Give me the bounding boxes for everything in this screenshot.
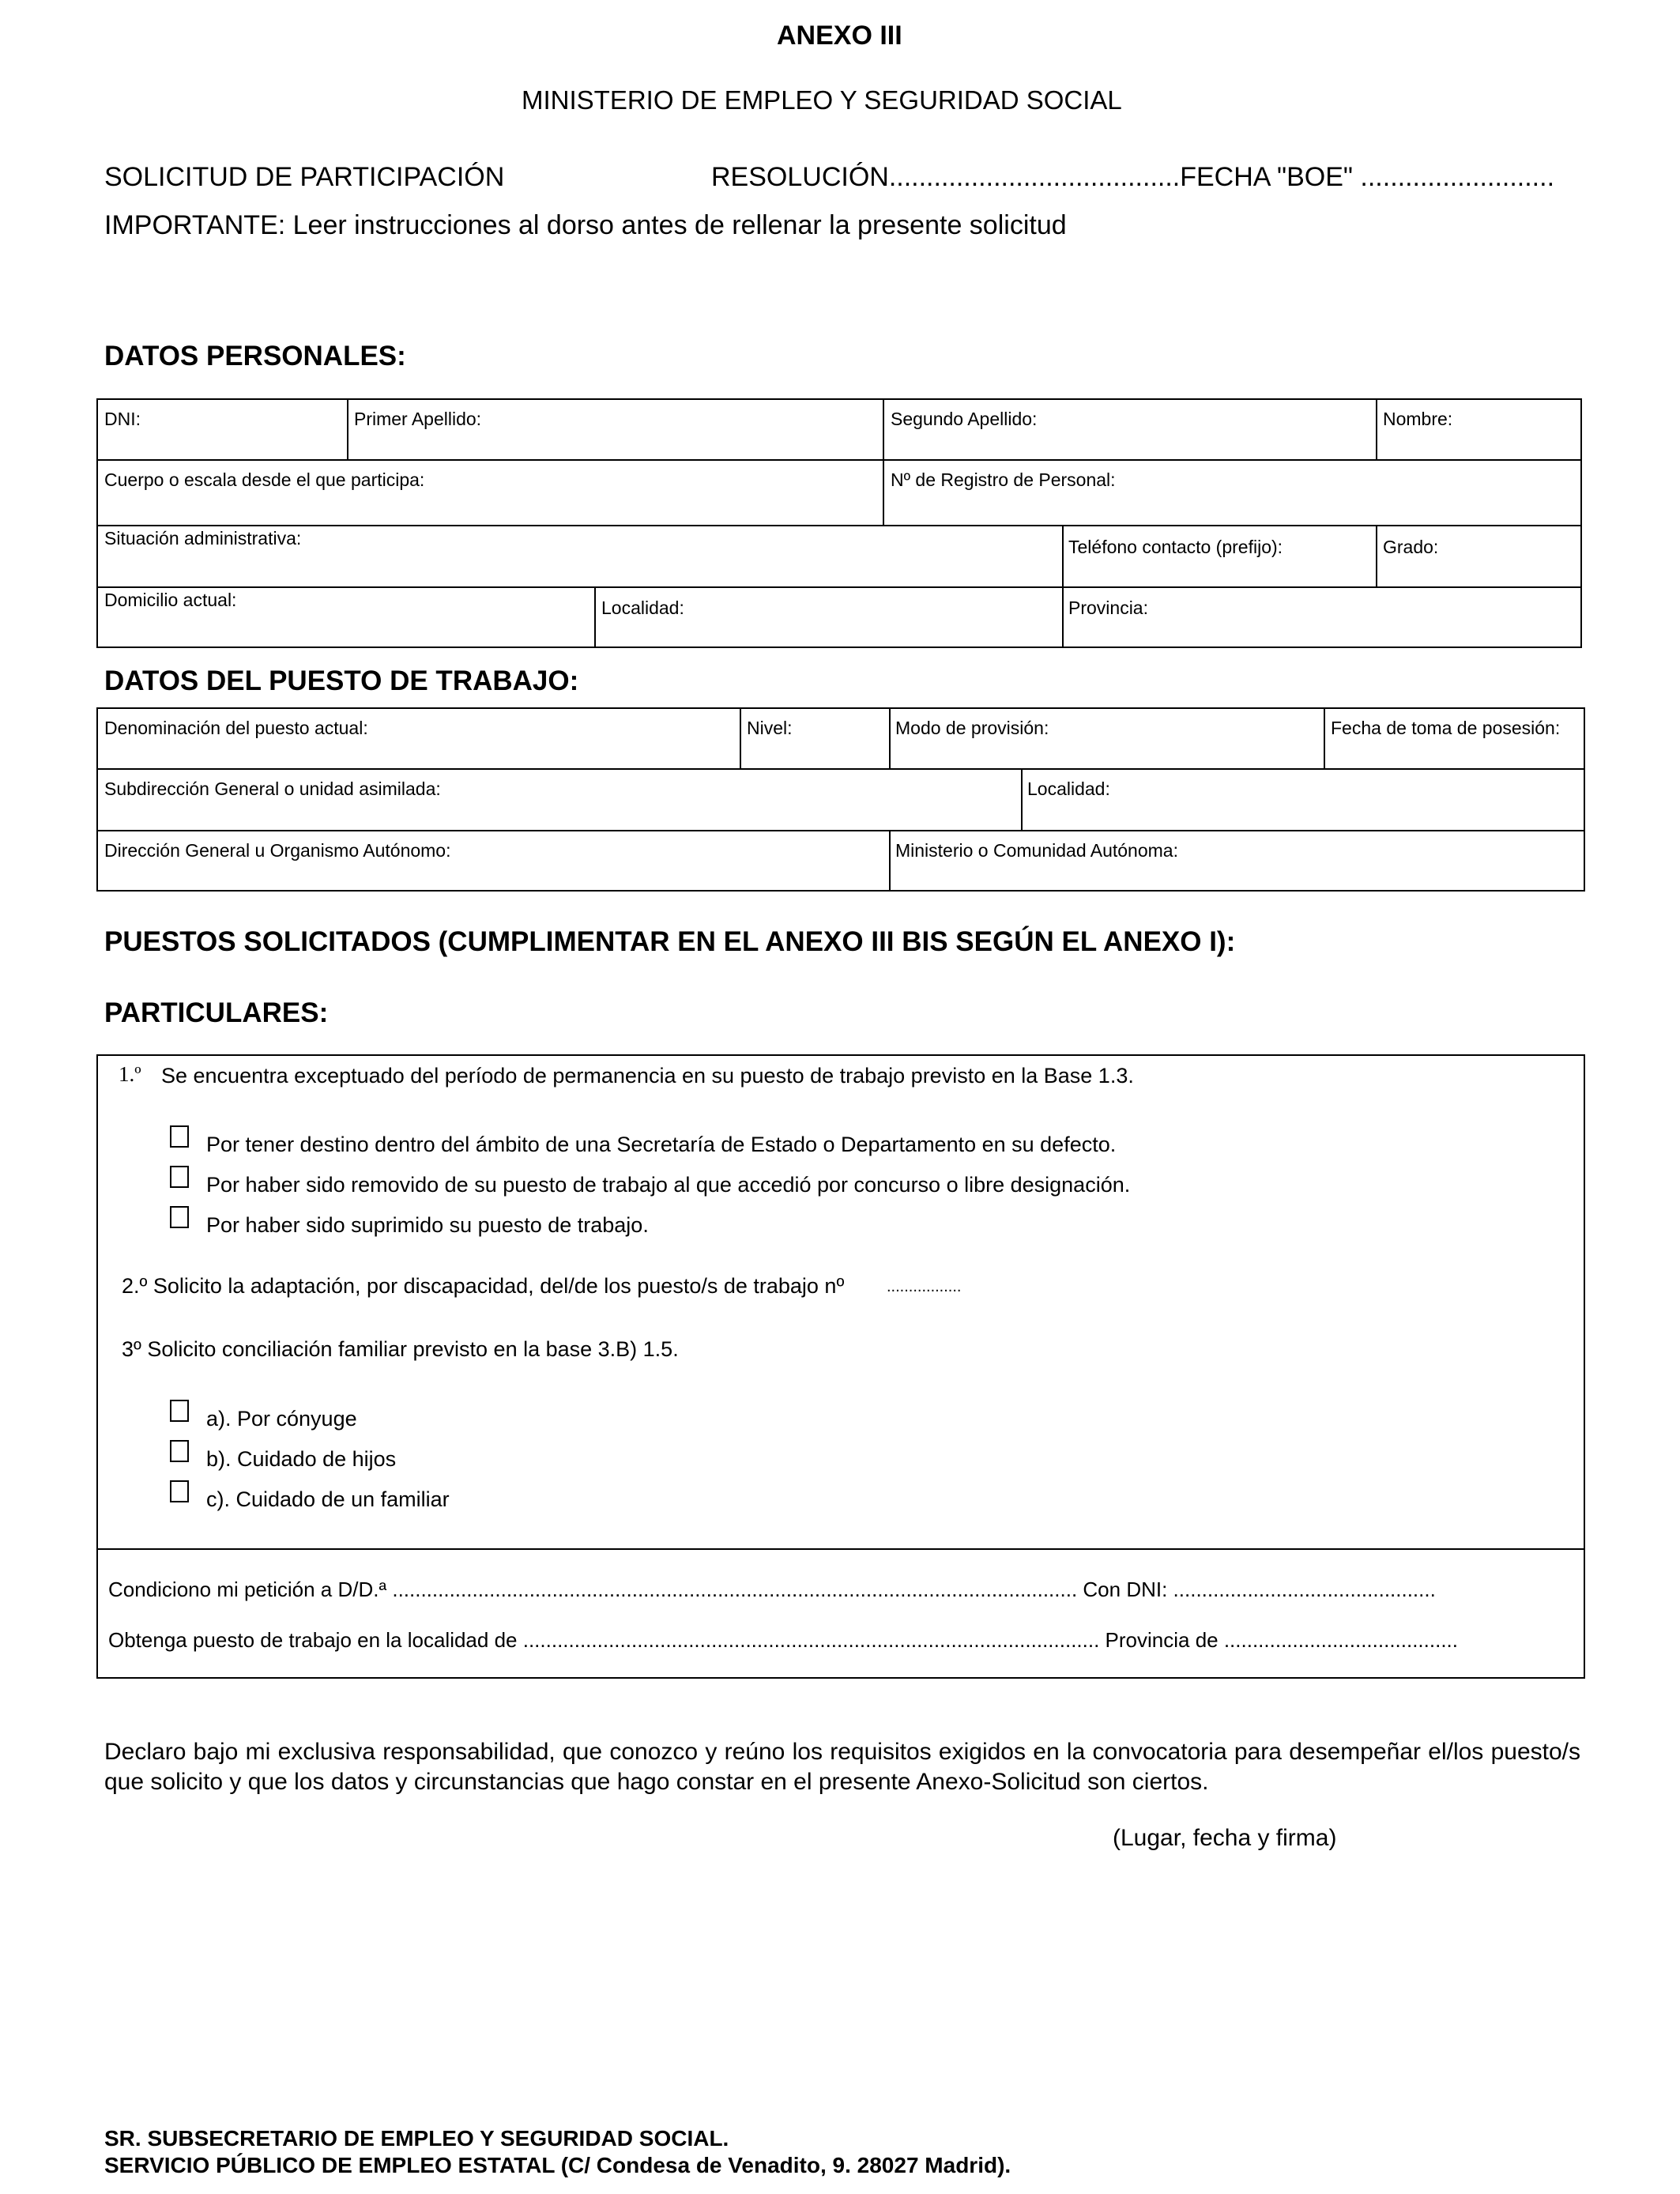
- particulares-section-title: PARTICULARES:: [104, 997, 329, 1028]
- segundo-apellido-label: Segundo Apellido:: [891, 409, 1038, 429]
- denominacion-label: Denominación del puesto actual:: [104, 718, 368, 738]
- checkbox-hijos[interactable]: [170, 1440, 189, 1462]
- opt3-text: Por haber sido suprimido su puesto de trabajo.: [206, 1213, 649, 1237]
- dni-label: DNI:: [104, 409, 141, 429]
- annex-title: ANEXO III: [777, 21, 902, 51]
- registro-label: Nº de Registro de Personal:: [891, 469, 1116, 490]
- opt-c-text: c). Cuidado de un familiar: [206, 1487, 450, 1511]
- subdireccion-label: Subdirección General o unidad asimilada:: [104, 778, 441, 799]
- obtenga-line: Obtenga puesto de trabajo en la localidad de ..................................................................................................... Provincia de .........................................: [108, 1628, 1459, 1652]
- checkbox-conyuge[interactable]: [170, 1400, 189, 1422]
- grado-label: Grado:: [1383, 537, 1439, 557]
- footer-line-1: SR. SUBSECRETARIO DE EMPLEO Y SEGURIDAD SOCIAL.: [104, 2126, 729, 2151]
- checkbox-opt1[interactable]: [170, 1125, 189, 1148]
- personal-table: [96, 398, 1582, 648]
- cuerpo-label: Cuerpo o escala desde el que participa:: [104, 469, 425, 490]
- opt2-text: Por haber sido removido de su puesto de trabajo al que accedió por concurso o libre designación.: [206, 1173, 1131, 1197]
- nivel-label: Nivel:: [747, 718, 793, 738]
- modo-label: Modo de provisión:: [895, 718, 1049, 738]
- checkbox-opt2[interactable]: [170, 1166, 189, 1188]
- declaration-text: Declaro bajo mi exclusiva responsabilidad, que conozco y reúno los requisitos exigidos en la convocatoria para desempeñar el/los puesto/s que solicito y que los datos y circunstancias que hago constar en el presente Anexo-Solicitud son ciertos.: [104, 1739, 1580, 1795]
- ministry-title: MINISTERIO DE EMPLEO Y SEGURIDAD SOCIAL: [522, 85, 1122, 115]
- domicilio-label: Domicilio actual:: [104, 590, 237, 610]
- opt1-text: Por tener destino dentro del ámbito de una Secretaría de Estado o Departamento en su defecto.: [206, 1133, 1117, 1156]
- checkbox-opt3[interactable]: [170, 1206, 189, 1228]
- puestos-section-title: PUESTOS SOLICITADOS (CUMPLIMENTAR EN EL ANEXO III BIS SEGÚN EL ANEXO I):: [104, 926, 1236, 957]
- solicitud-label: SOLICITUD DE PARTICIPACIÓN: [104, 162, 505, 192]
- item3-text: 3º Solicito conciliación familiar previsto en la base 3.B) 1.5.: [122, 1337, 679, 1361]
- footer-line-2: SERVICIO PÚBLICO DE EMPLEO ESTATAL (C/ Condesa de Venadito, 9. 28027 Madrid).: [104, 2153, 1011, 2177]
- item1-number: 1.º: [119, 1062, 141, 1086]
- fecha-posesion-label: Fecha de toma de posesión:: [1331, 718, 1561, 738]
- ministerio-label: Ministerio o Comunidad Autónoma:: [895, 840, 1178, 861]
- item2-text: 2.º Solicito la adaptación, por discapacidad, del/de los puesto/s de trabajo nº: [122, 1274, 845, 1298]
- job-localidad-label: Localidad:: [1027, 778, 1110, 799]
- telefono-label: Teléfono contacto (prefijo):: [1068, 537, 1283, 557]
- signature-label: (Lugar, fecha y firma): [1113, 1825, 1337, 1851]
- direccion-label: Dirección General u Organismo Autónomo:: [104, 840, 451, 861]
- condiciono-line: Condiciono mi petición a D/D.ª ........................................................................................................................ Con DNI: ..............................................: [108, 1578, 1436, 1601]
- opt-a-text: a). Por cónyuge: [206, 1407, 357, 1431]
- situacion-label: Situación administrativa:: [104, 528, 302, 548]
- checkbox-familiar[interactable]: [170, 1480, 189, 1502]
- provincia-label: Provincia:: [1068, 598, 1148, 618]
- item1-text: Se encuentra exceptuado del período de permanencia en su puesto de trabajo previsto en la Base 1.3.: [161, 1064, 1134, 1088]
- resolucion-line: RESOLUCIÓN.......................................FECHA "BOE" ..........................: [711, 162, 1555, 192]
- opt-b-text: b). Cuidado de hijos: [206, 1447, 397, 1471]
- localidad-label: Localidad:: [601, 598, 684, 618]
- personal-section-title: DATOS PERSONALES:: [104, 341, 406, 371]
- job-section-title: DATOS DEL PUESTO DE TRABAJO:: [104, 665, 579, 696]
- nombre-label: Nombre:: [1383, 409, 1453, 429]
- importante-note: IMPORTANTE: Leer instrucciones al dorso antes de rellenar la presente solicitud: [104, 210, 1067, 240]
- primer-apellido-label: Primer Apellido:: [354, 409, 482, 429]
- item2-dots: .................: [887, 1278, 962, 1295]
